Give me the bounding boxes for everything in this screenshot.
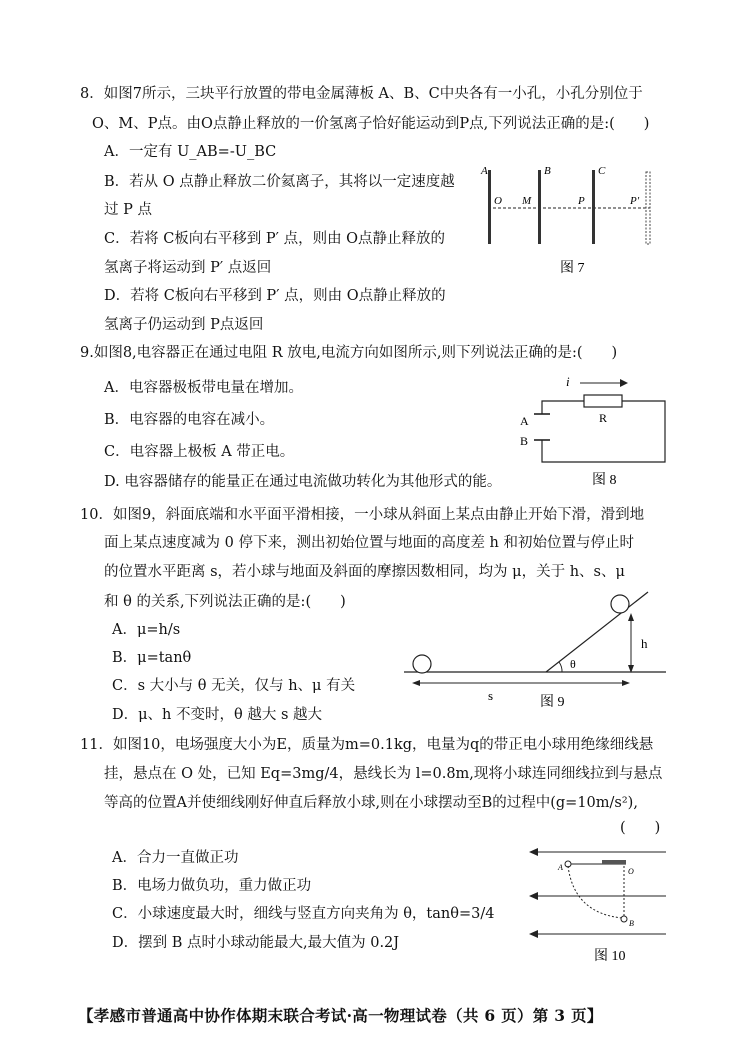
q11-option-a: A．合力一直做正功 [112,850,239,866]
q8-stem-line2: O、M、P点。由O点静止释放的一价氢离子恰好能运动到P点,下列说法正确的是:( ) [92,116,650,132]
ball-stop [413,655,431,673]
q10-option-d: D．μ、h 不变时，θ 越大 s 越大 [112,707,322,723]
q9-stem: 9.如图8,电容器正在通过电阻 R 放电,电流方向如图所示,则下列说法正确的是:( ) [80,345,618,361]
fig7-label-c: C [598,165,606,177]
fig10-label-a: A [558,863,563,872]
q10-option-c: C．s 大小与 θ 无关，仅与 h、μ 有关 [112,678,356,694]
fig9-label-s: s [488,688,494,703]
q8-option-a: A．一定有 U_AB=-U_BC [104,144,277,160]
q11-option-d: D．摆到 B 点时小球动能最大,最大值为 0.2J [112,935,400,951]
fig7-label-p-prime: P′ [630,195,640,207]
fig7-caption: 图 7 [560,261,585,276]
q10-option-a: A．μ=h/s [112,622,181,638]
figure-7-parallel-plates [478,160,678,280]
fig7-label-m: M [522,195,532,207]
fig8-label-b: B [520,434,529,448]
plate-b [538,170,541,244]
resistor [584,395,622,407]
q8-option-b-line2: 过 P 点 [104,202,152,218]
q8-option-d-line1: D．若将 C板向右平移到 P′ 点，则由 O点静止释放的 [104,288,446,304]
q10-stem-line4: 和 θ 的关系,下列说法正确的是:( ) [104,594,346,610]
q10-stem-line1: 10．如图9，斜面底端和水平面平滑相接，一小球从斜面上某点由静止开始下滑，滑到地 [80,507,645,523]
q9-option-a: A．电容器极板带电量在增加。 [104,380,303,396]
fig8-label-a: A [520,414,529,428]
plate-c [592,170,595,244]
ball-start [611,595,629,613]
q8-option-b-line1: B．若从 O 点静止释放二价氦离子，其将以一定速度越 [104,174,455,190]
q8-stem-line1: 8．如图7所示，三块平行放置的带电金属薄板 A、B、C中央各有一小孔，小孔分别位于 [80,86,643,102]
fig7-label-o: O [494,195,502,207]
fig10-label-o: O [628,867,634,876]
current-arrow [620,379,628,387]
q8-option-c-line1: C．若将 C板向右平移到 P′ 点，则由 O点静止释放的 [104,231,446,247]
ball-b [621,916,627,922]
q11-stem-line3: 等高的位置A并使细线刚好伸直后释放小球,则在小球摆动至B的过程中(g=10m/s²), [104,795,638,811]
fig8-label-r: R [599,411,608,425]
q10-option-b: B．μ=tanθ [112,650,192,666]
q9-option-c: C．电容器上极板 A 带正电。 [104,444,295,460]
q9-option-d: D. 电容器储存的能量正在通过电流做功转化为其他形式的能。 [104,474,502,490]
plate-a [488,170,491,244]
q11-stem-line1: 11．如图10，电场强度大小为E，质量为m=0.1kg，电量为q的带正电小球用绝缘细线悬 [80,737,654,753]
fig7-label-p: P [578,195,585,207]
fig10-caption: 图 10 [594,949,626,964]
q10-stem-line2: 面上某点速度减为 0 停下来，测出初始位置与地面的高度差 h 和初始位置与停止时 [104,535,634,551]
q9-option-b: B．电容器的电容在减小。 [104,412,275,428]
fig9-caption: 图 9 [540,695,565,710]
figure-9-incline [400,588,672,716]
fig9-label-h: h [641,636,648,651]
q11-stem-line2: 挂，悬点在 O 处，已知 Eq=3mg/4，悬线长为 l=0.8m,现将小球连同细线拉到与悬点 [104,766,663,782]
ceiling-hatch [602,860,626,864]
fig9-label-theta: θ [570,657,576,671]
fig7-label-b: B [544,165,551,177]
fig10-label-b: B [629,919,634,928]
q8-option-c-line2: 氢离子将运动到 P′ 点返回 [104,260,272,276]
q11-answer-paren: ( ) [620,820,661,836]
fig7-label-a: A [481,165,488,177]
q11-option-b: B．电场力做负功，重力做正功 [112,878,312,894]
q10-stem-line3: 的位置水平距离 s，若小球与地面及斜面的摩擦因数相同，均为 μ，关于 h、s、μ [104,564,625,580]
q11-option-c: C．小球速度最大时，细线与竖直方向夹角为 θ，tanθ=3/4 [112,906,495,922]
q8-option-d-line2: 氢离子仍运动到 P点返回 [104,317,264,333]
figure-8-rc-circuit [512,374,672,488]
page-footer: 【孝感市普通高中协作体期末联合考试·高一物理试卷（共 6 页）第 3 页】 [78,1006,603,1025]
fig8-caption: 图 8 [592,473,617,488]
incline-line [546,592,648,672]
fig8-label-i: i [566,374,570,389]
figure-10-pendulum-field [526,838,672,966]
